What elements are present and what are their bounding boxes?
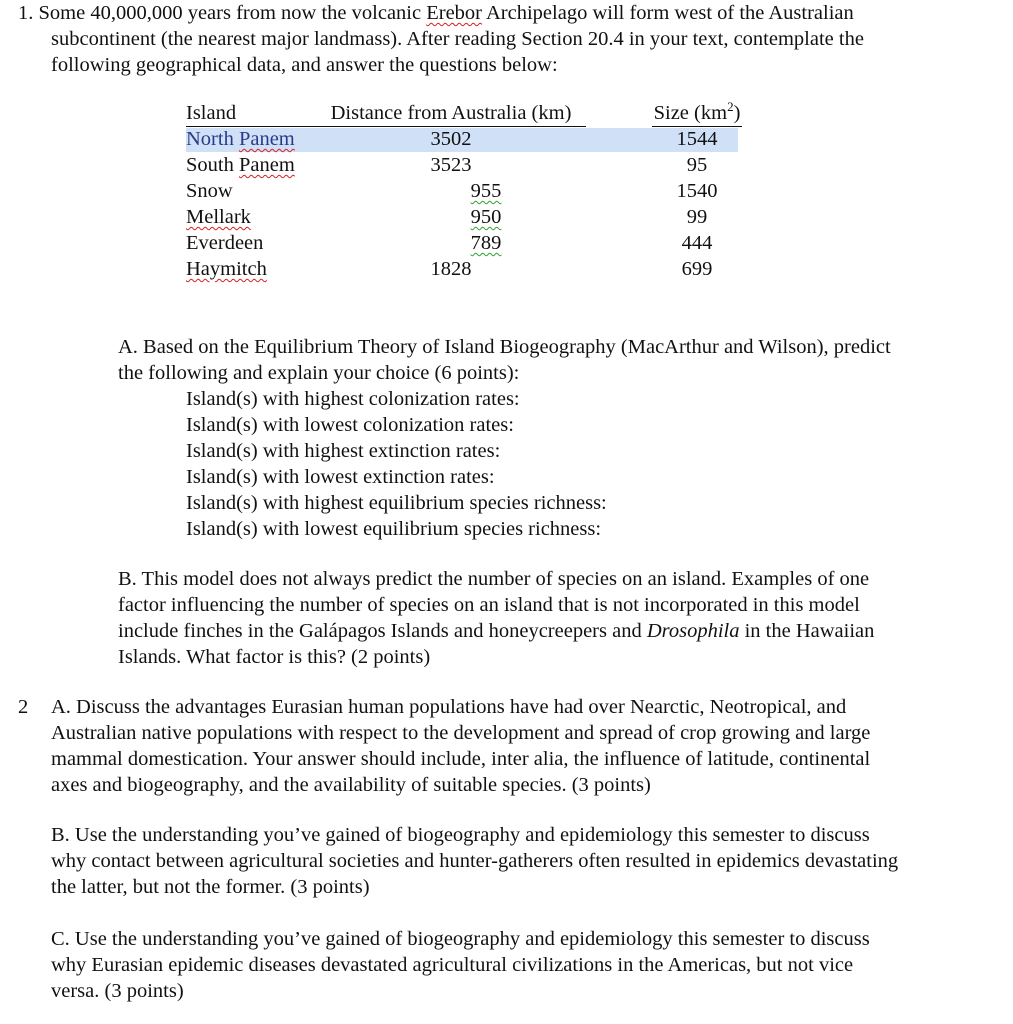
q1-partA-item: Island(s) with highest equilibrium species richness: <box>186 492 607 514</box>
header-island: Island <box>186 102 237 124</box>
q1-erebor: Erebor <box>426 2 482 24</box>
q1-partB-line-3: include finches in the Galápagos Islands and honeycreepers and Drosophila in the Hawaiian <box>118 620 875 642</box>
q2-partB-line: the latter, but not the former. (3 points) <box>51 876 370 898</box>
q1-partA-intro-2: the following and explain your choice (6 points): <box>118 362 520 384</box>
q2-number: 2 <box>18 696 29 718</box>
table-row-island: South Panem <box>186 154 295 176</box>
q2-partB-line: B. Use the understanding you’ve gained of biogeography and epidemiology this semester to discuss <box>51 824 870 846</box>
table-row-size: 699 <box>681 258 713 280</box>
q2-partA-line: axes and biogeography, and the availability of suitable species. (3 points) <box>51 774 651 796</box>
q1-number: 1. <box>18 2 34 24</box>
table-row-distance: 789 <box>470 232 502 254</box>
table-row-distance: 3523 <box>430 154 472 176</box>
q1-partA-intro-1: A. Based on the Equilibrium Theory of Island Biogeography (MacArthur and Wilson), predict <box>118 336 891 358</box>
table-row-size: 444 <box>681 232 713 254</box>
table-row-island: Everdeen <box>186 232 264 254</box>
q2-partA-line: A. Discuss the advantages Eurasian human populations have had over Nearctic, Neotropical, and <box>51 696 847 718</box>
q1-partB-line-4: Islands. What factor is this? (2 points) <box>118 646 431 668</box>
table-row-distance: 950 <box>470 206 502 228</box>
table-row-island: North Panem <box>186 128 295 150</box>
table-row-size: 95 <box>686 154 708 176</box>
header-size: Size $(km^2)$ <box>653 99 741 124</box>
table-row-distance: 3502 <box>430 128 472 150</box>
q2-partC-line: why Eurasian epidemic diseases devastated agricultural civilizations in the Americas, but not vice <box>51 954 854 976</box>
table-row-size: 1544 <box>676 128 718 150</box>
table-row-distance: 955 <box>470 180 502 202</box>
q1-partA-item: Island(s) with highest extinction rates: <box>186 440 501 462</box>
q2-partC-line: versa. (3 points) <box>51 980 184 1002</box>
q1-line-3: following geographical data, and answer the questions below: <box>51 54 558 76</box>
header-distance: Distance from Australia (km) <box>330 102 572 124</box>
table-row-island: Mellark <box>186 206 251 228</box>
q1-text-1a: Some 40,000,000 years from now the volcanic <box>38 2 422 24</box>
q2-partA-line: Australian native populations with respect to the development and spread of crop growing and large <box>51 722 871 744</box>
q2-partB-line: why contact between agricultural societies and hunter-gatherers often resulted in epidemics devastating <box>51 850 899 872</box>
table-row-size: 1540 <box>676 180 718 202</box>
q2-partA-line: mammal domestication. Your answer should include, inter alia, the influence of latitude, continental <box>51 748 871 770</box>
q1-partA-item: Island(s) with lowest extinction rates: <box>186 466 495 488</box>
q1-partA-item: Island(s) with lowest equilibrium species richness: <box>186 518 602 540</box>
q1-partB-line-1: B. This model does not always predict the number of species on an island. Examples of one <box>118 568 870 590</box>
q1-partA-item: Island(s) with lowest colonization rates: <box>186 414 514 436</box>
q1-line-1 <box>18 0 854 26</box>
table-row-island: Snow <box>186 180 233 202</box>
table-row-island: Haymitch <box>186 258 267 280</box>
table-row-size: 99 <box>686 206 708 228</box>
q2-partC-line: C. Use the understanding you’ve gained of biogeography and epidemiology this semester to discuss <box>51 928 870 950</box>
q1-partB-line-2: factor influencing the number of species on an island that is not incorporated in this model <box>118 594 860 616</box>
q1-text-1b: Archipelago will form west of the Australian <box>486 2 854 24</box>
table-row-distance: 1828 <box>430 258 472 280</box>
drosophila-italic: Drosophila <box>646 620 740 642</box>
q1-line-2: subcontinent (the nearest major landmass). After reading Section 20.4 in your text, contemplate the <box>51 28 864 50</box>
q1-partA-item: Island(s) with highest colonization rates: <box>186 388 520 410</box>
